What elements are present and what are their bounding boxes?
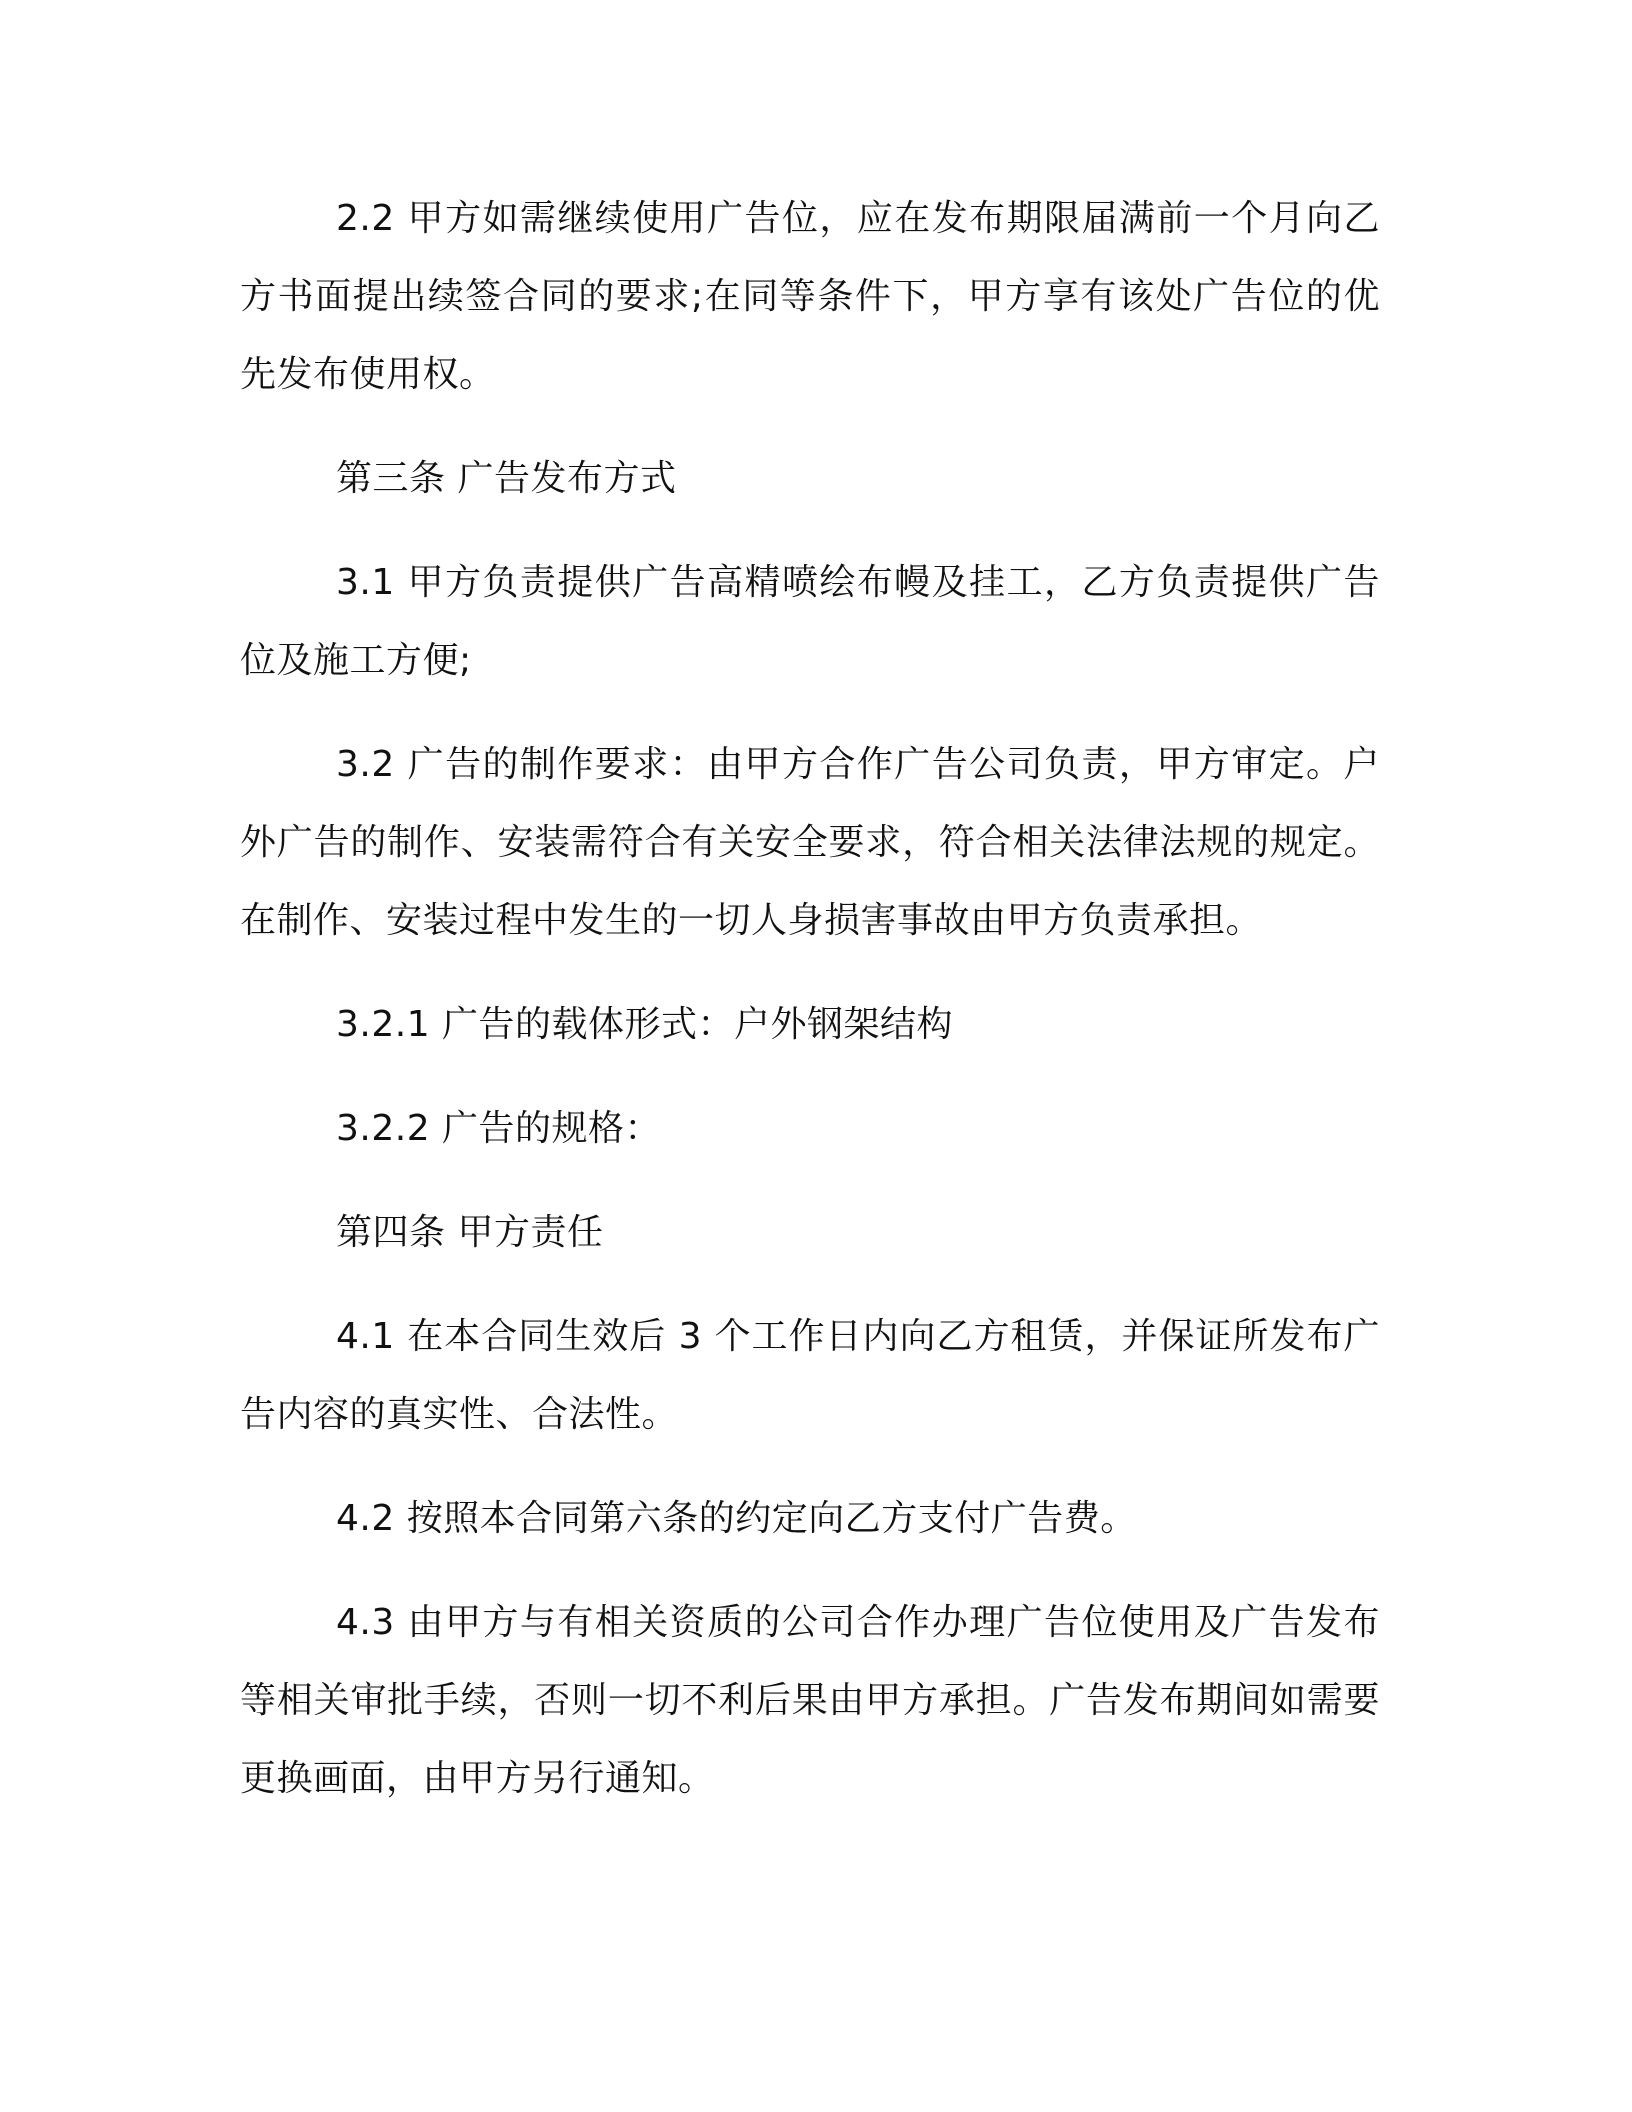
- clause-2-2: 2.2 甲方如需继续使用广告位，应在发布期限届满前一个月向乙方书面提出续签合同的要求;在同等条件下，甲方享有该处广告位的优先发布使用权。: [240, 198, 1380, 395]
- clause-4-3: 4.3 由甲方与有相关资质的公司合作办理广告位使用及广告发布等相关审批手续，否则一切不利后果由甲方承担。广告发布期间如需要更换画面，由甲方另行通知。: [240, 1602, 1380, 1799]
- article-4-heading: 第四条 甲方责任: [336, 1212, 604, 1253]
- clause-3-2-1: 3.2.1 广告的载体形式：户外钢架结构: [336, 1004, 954, 1045]
- clause-3-2-2: 3.2.2 广告的规格：: [336, 1108, 662, 1149]
- article-3-heading: 第三条 广告发布方式: [336, 458, 677, 499]
- clause-4-1: 4.1 在本合同生效后 3 个工作日内向乙方租赁，并保证所发布广告内容的真实性、合法性。: [240, 1316, 1380, 1435]
- clause-3-2: 3.2 广告的制作要求：由甲方合作广告公司负责，甲方审定。户外广告的制作、安装需符合有关安全要求，符合相关法律法规的规定。在制作、安装过程中发生的一切人身损害事故由甲方负责承担。: [240, 744, 1380, 941]
- document-body: [240, 180, 1380, 1844]
- clause-4-2: 4.2 按照本合同第六条的约定向乙方支付广告费。: [336, 1498, 1137, 1539]
- clause-3-1: 3.1 甲方负责提供广告高精喷绘布幔及挂工，乙方负责提供广告位及施工方便;: [240, 562, 1380, 681]
